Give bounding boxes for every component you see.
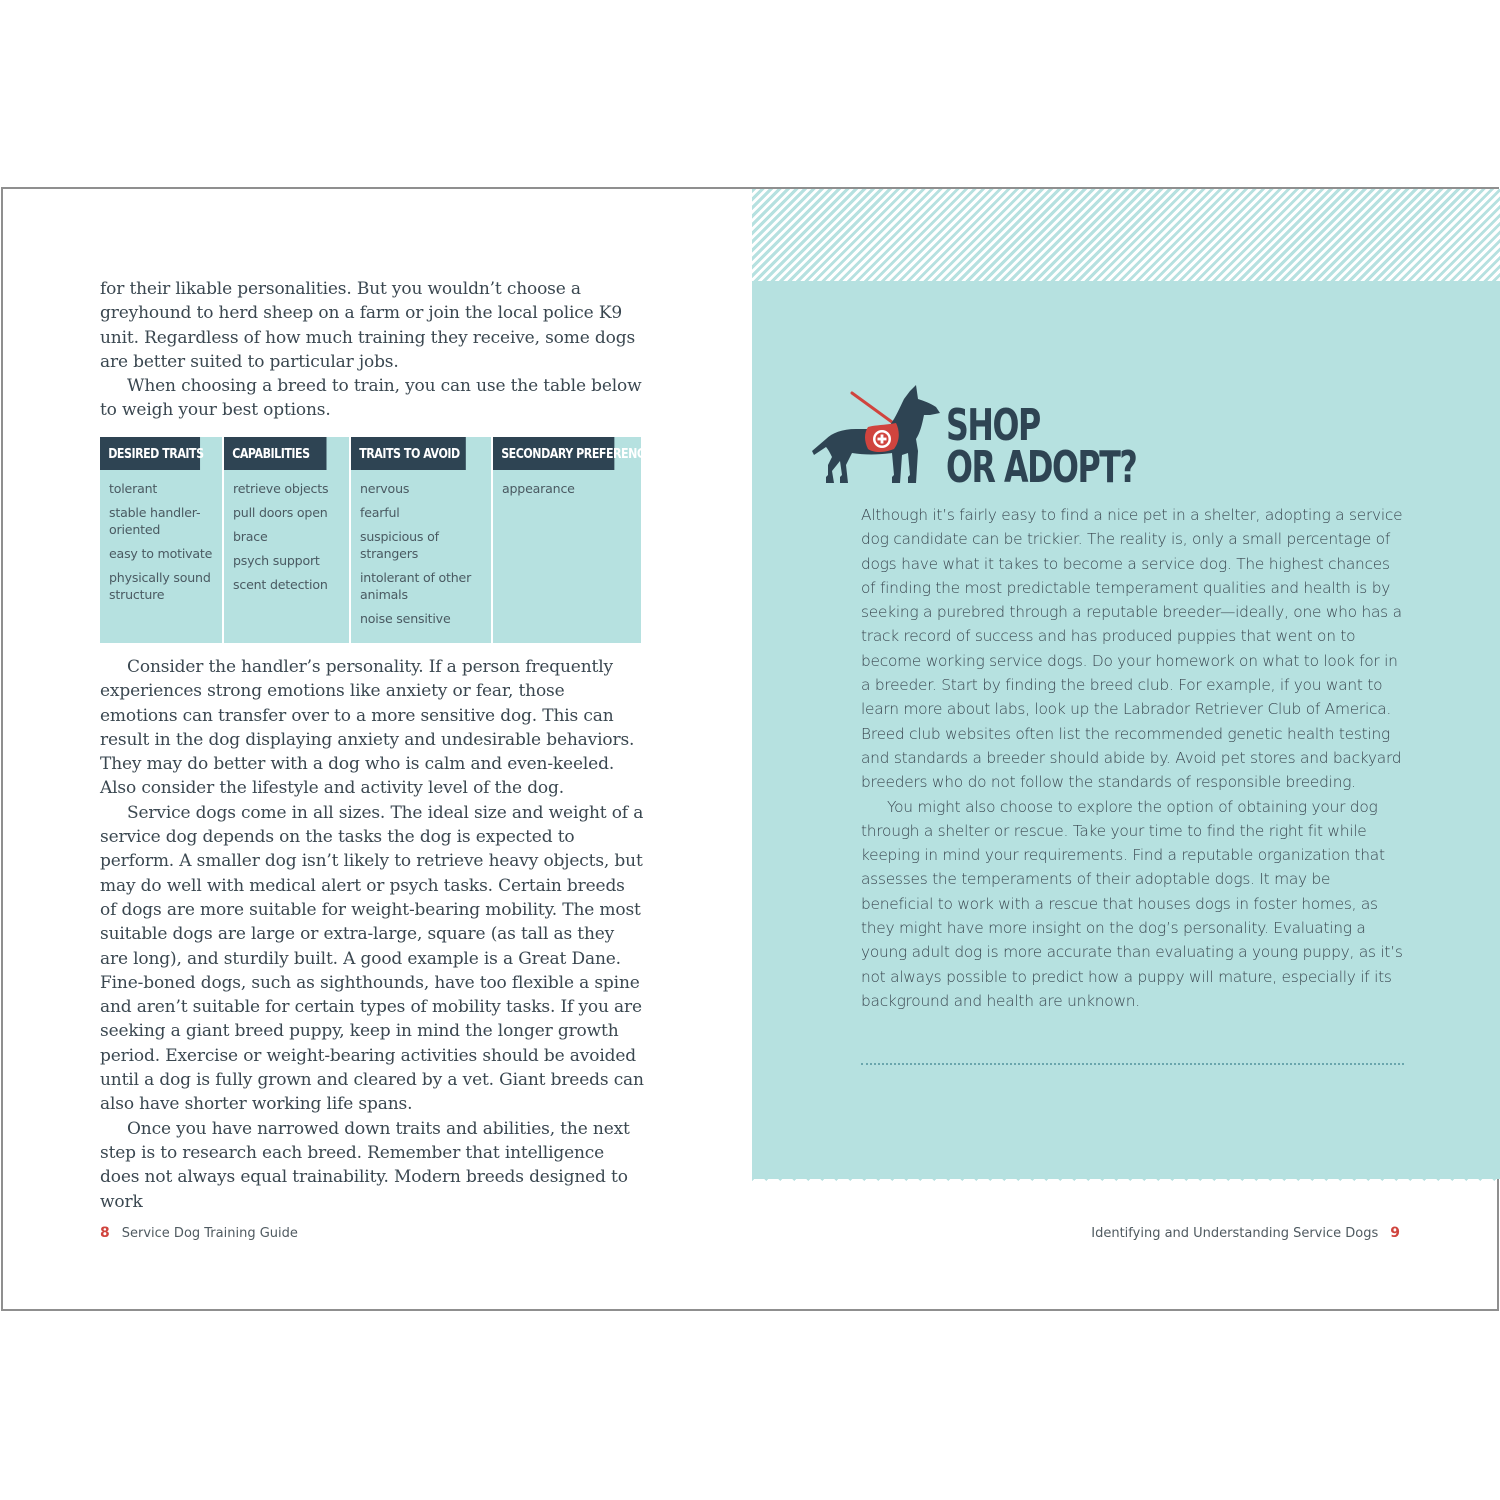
table-cell: stable handler-oriented — [109, 505, 201, 537]
paragraph-sizes: Service dogs come in all sizes. The ideal size and weight of a service dog depends on the tasks the dog is expected to perform. A smaller dog isn’t likely to retrieve heavy objects, but may do well with medical alert or psych tasks. Certain breeds of dogs are more suitable for weight-bearing mobility. The most suitable dogs are large or extra-large, square (as tall as they are long), and sturdily built. A good example is a Great Dane. Fine-boned dogs, such as sighthounds, have too flexible a spine and aren’t suitable for certain types of mobility tasks. If you are seeking a giant breed puppy, keep in mind the longer growth period. Exercise or weight-bearing activities should be avoided until a dog is fully grown and cleared by a vet. Giant breeds can also have shorter working life spans. — [100, 802, 644, 1115]
table-cell: pull doors open — [233, 505, 328, 520]
dotted-divider — [861, 1063, 1404, 1065]
book-spread — [1, 187, 1499, 1311]
sidebar-title — [946, 400, 1137, 493]
table-cell: brace — [233, 529, 268, 544]
sidebar-title-block — [812, 385, 1137, 495]
page-number-left: 8 — [100, 1225, 110, 1241]
table-column-desired-traits — [100, 437, 224, 643]
table-header: TRAITS TO AVOID — [351, 437, 466, 470]
paragraph-research: Once you have narrowed down traits and abilities, the next step is to research each breed. Remember that intelligence does not always equal trainability. Modern breeds designed to work — [100, 1118, 630, 1212]
table-cell: psych support — [233, 553, 320, 568]
table-cell: intolerant of other animals — [360, 570, 472, 602]
table-cell: appearance — [502, 481, 575, 496]
table-cell: retrieve objects — [233, 481, 329, 496]
right-footer — [1091, 1225, 1400, 1241]
table-cell: suspicious of strangers — [360, 529, 439, 561]
paragraph-intro: for their likable personalities. But you wouldn’t choose a greyhound to herd sheep on a farm or join the local police K9 unit. Regardless of how much training they receive, some dogs are better suited to particular jobs. — [100, 279, 636, 372]
hatch-pattern — [752, 189, 1500, 281]
left-footer — [100, 1225, 298, 1241]
table-cell: fearful — [360, 505, 400, 520]
paragraph-handler: Consider the handler’s personality. If a person frequently experiences strong emotions like anxiety or fear, those emotions can transfer over to a more sensitive dog. This can result in the dog displaying anxiety and undesirable behaviors. They may do better with a dog who is calm and even-keeled. Also consider the lifestyle and activity level of the dog. — [100, 657, 635, 799]
table-cell: easy to motivate — [109, 546, 213, 561]
table-cell: scent detection — [233, 577, 328, 592]
sidebar-body — [861, 503, 1406, 1013]
table-column-secondary-preferences — [493, 437, 660, 643]
traits-table — [100, 437, 660, 643]
title-line-1: SHOP — [946, 400, 1040, 451]
table-header: SECONDARY PREFERENCES — [493, 437, 614, 470]
table-cell: tolerant — [109, 481, 158, 496]
sidebar-paragraph-2: You might also choose to explore the option of obtaining your dog through a shelter or rescue. Take your time to find the right fit while keeping in mind your requirements. Find a reputable organization that assesses the temperaments of their adoptable dogs. It may be beneficial to work with a rescue that houses dogs in foster homes, as they might have more insight on the dog’s personality. Evaluating a young adult dog is more accurate than evaluating a young puppy, as it’s not always possible to predict how a puppy will mature, especially if its background and health are unknown. — [861, 797, 1403, 1010]
table-cell: noise sensitive — [360, 611, 451, 626]
service-dog-icon — [812, 385, 942, 493]
page-number-right: 9 — [1390, 1225, 1400, 1241]
left-body-text — [100, 655, 645, 1214]
running-head-right: Identifying and Understanding Service Dogs — [1091, 1226, 1379, 1241]
table-column-traits-to-avoid — [351, 437, 493, 643]
sidebar-paragraph-1: Although it’s fairly easy to find a nice pet in a shelter, adopting a service dog candidate can be trickier. The reality is, only a small percentage of dogs have what it takes to become a service dog. The highest chances of finding the most predictable temperament qualities and health is by seeking a purebred through a reputable breeder—ideally, one who has a track record of success and has produced puppies that went on to become working service dogs. Do your homework on what to look for in a breeder. Start by finding the breed club. For example, if you want to learn more about labs, look up the Labrador Retriever Club of America. Breed club websites often list the recommended genetic health testing and standards a breeder should abide by. Avoid pet stores and backyard breeders who do not follow the standards of responsible breeding. — [861, 506, 1403, 792]
title-line-2: OR ADOPT? — [946, 442, 1137, 493]
table-cell: nervous — [360, 481, 410, 496]
zigzag-edge — [752, 1167, 1500, 1181]
running-head-left: Service Dog Training Guide — [121, 1226, 298, 1241]
table-header: CAPABILITIES — [224, 437, 327, 470]
paragraph-choose: When choosing a breed to train, you can use the table below to weigh your best options. — [100, 376, 642, 421]
table-cell: physically sound structure — [109, 570, 211, 602]
left-intro-text — [100, 277, 645, 423]
table-header: DESIRED TRAITS — [100, 437, 200, 470]
table-column-capabilities — [224, 437, 351, 643]
